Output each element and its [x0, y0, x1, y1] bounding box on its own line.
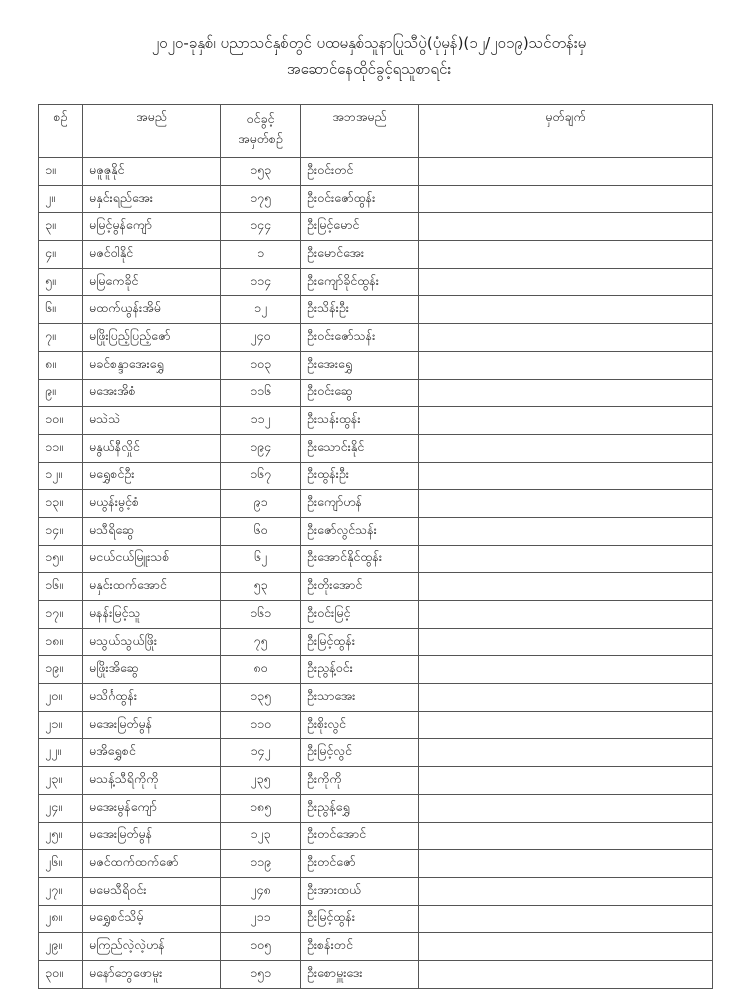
student-name-cell: မသိင်္ဂထွန်း [83, 684, 221, 712]
serial-no-cell: ၅။ [39, 268, 83, 296]
table-row [39, 684, 713, 712]
remarks-cell [419, 601, 713, 629]
student-name-cell: မဇင်ထက်ထက်ဇော် [83, 850, 221, 878]
remarks-cell [419, 573, 713, 601]
table-row [39, 351, 713, 379]
father-name-cell: ဦးစိုးလွင် [301, 711, 419, 739]
student-name-cell: မရွှေစင်ဦး [83, 462, 221, 490]
table-row [39, 822, 713, 850]
registration-no-cell: ၁၂ [221, 296, 301, 324]
father-name-cell: ဦးဇော်လွင်သန်း [301, 517, 419, 545]
father-name-cell: ဦးသန်းထွန်း [301, 407, 419, 435]
remarks-cell [419, 905, 713, 933]
student-name-cell: မသဲသဲ [83, 407, 221, 435]
serial-no-cell: ၁၈။ [39, 628, 83, 656]
serial-no-cell: ၂၃။ [39, 767, 83, 795]
serial-no-cell: ၁၆။ [39, 573, 83, 601]
remarks-cell [419, 545, 713, 573]
student-name-cell: မအိရွှေစင် [83, 739, 221, 767]
serial-no-cell: ၉။ [39, 379, 83, 407]
registration-no-cell: ၇၅ [221, 628, 301, 656]
remarks-cell [419, 711, 713, 739]
registration-no-cell: ၁၆၇ [221, 462, 301, 490]
registration-no-cell: ၁၇၅ [221, 185, 301, 213]
student-name-cell: မနော်ဘွေဖောမူး [83, 960, 221, 988]
registration-no-cell: ၁၁၀ [221, 711, 301, 739]
serial-no-cell: ၁၃။ [39, 490, 83, 518]
remarks-cell [419, 462, 713, 490]
serial-no-cell: ၂။ [39, 185, 83, 213]
father-name-cell: ဦးဝင်းတင် [301, 158, 419, 186]
serial-no-cell: ၁၅။ [39, 545, 83, 573]
serial-no-cell: ၂၅။ [39, 822, 83, 850]
serial-no-cell: ၁၄။ [39, 517, 83, 545]
registration-no-cell: ၁၆၁ [221, 601, 301, 629]
father-name-cell: ဦးကိုကို [301, 767, 419, 795]
student-name-cell: မနန်းမြင့်သူ [83, 601, 221, 629]
serial-no-cell: ၂၈။ [39, 905, 83, 933]
table-body [39, 158, 713, 989]
student-name-cell: မထက်ယွန်းအိမ် [83, 296, 221, 324]
student-name-cell: မဇူဇူနိုင် [83, 158, 221, 186]
table-row [39, 933, 713, 961]
registration-no-cell: ၁ [221, 241, 301, 269]
table-row [39, 877, 713, 905]
remarks-cell [419, 407, 713, 435]
student-name-cell: မငယ်ငယ်မြူးသစ် [83, 545, 221, 573]
table-row [39, 739, 713, 767]
registration-no-cell: ၉၁ [221, 490, 301, 518]
father-name-cell: ဦးတိုးအောင် [301, 573, 419, 601]
father-name-cell: ဦးစန်းတင် [301, 933, 419, 961]
header-reg-line-1: ဝင်ခွင့် [246, 111, 275, 126]
remarks-cell [419, 517, 713, 545]
registration-no-cell: ၁၄၄ [221, 213, 301, 241]
registration-no-cell: ၆၂ [221, 545, 301, 573]
student-name-cell: မအေးအိစံ [83, 379, 221, 407]
serial-no-cell: ၂၉။ [39, 933, 83, 961]
father-name-cell: ဦးတင်ဇော် [301, 850, 419, 878]
remarks-cell [419, 268, 713, 296]
remarks-cell [419, 656, 713, 684]
header-registration-no [221, 105, 301, 158]
registration-no-cell: ၆၀ [221, 517, 301, 545]
student-name-cell: မမေသီရိဝင်း [83, 877, 221, 905]
table-row [39, 241, 713, 269]
header-remarks: မှတ်ချက် [419, 105, 713, 158]
registration-no-cell: ၈၀ [221, 656, 301, 684]
registration-no-cell: ၁၁၆ [221, 379, 301, 407]
table-row [39, 158, 713, 186]
serial-no-cell: ၂၇။ [39, 877, 83, 905]
registration-no-cell: ၁၁၄ [221, 268, 301, 296]
remarks-cell [419, 213, 713, 241]
remarks-cell [419, 241, 713, 269]
table-row [39, 296, 713, 324]
serial-no-cell: ၂၂။ [39, 739, 83, 767]
serial-no-cell: ၇။ [39, 324, 83, 352]
father-name-cell: ဦးမြင့်မောင် [301, 213, 419, 241]
father-name-cell: ဦးသိန်းဦး [301, 296, 419, 324]
registration-no-cell: ၁၁၉ [221, 850, 301, 878]
father-name-cell: ဦးတင်အောင် [301, 822, 419, 850]
serial-no-cell: ၃၀။ [39, 960, 83, 988]
serial-no-cell: ၂၆။ [39, 850, 83, 878]
student-name-cell: မမြင့်မွန်ကျော် [83, 213, 221, 241]
serial-no-cell: ၃။ [39, 213, 83, 241]
table-row [39, 185, 713, 213]
registration-no-cell: ၁၀၅ [221, 933, 301, 961]
remarks-cell [419, 850, 713, 878]
remarks-cell [419, 877, 713, 905]
student-name-cell: မအေးမြတ်မွန် [83, 711, 221, 739]
table-row [39, 656, 713, 684]
table-row [39, 517, 713, 545]
father-name-cell: ဦးမြင့်လွင် [301, 739, 419, 767]
student-name-cell: မသွယ်သွယ်ဖြိုး [83, 628, 221, 656]
table-row [39, 794, 713, 822]
father-name-cell: ဦးညွန့်ဝင်း [301, 656, 419, 684]
header-reg-line-2: အမှတ်စဉ် [238, 131, 283, 146]
father-name-cell: ဦးဝင်းမြင့် [301, 601, 419, 629]
registration-no-cell: ၅၃ [221, 573, 301, 601]
document-title [30, 30, 708, 82]
remarks-cell [419, 933, 713, 961]
father-name-cell: ဦးသာအေး [301, 684, 419, 712]
remarks-cell [419, 379, 713, 407]
student-name-cell: မဖြိုးအိဆွေ [83, 656, 221, 684]
serial-no-cell: ၂၀။ [39, 684, 83, 712]
remarks-cell [419, 794, 713, 822]
hostel-roster-table [38, 104, 713, 989]
table-row [39, 628, 713, 656]
registration-no-cell: ၁၂၃ [221, 822, 301, 850]
student-name-cell: မအေးမြတ်မွန် [83, 822, 221, 850]
registration-no-cell: ၁၄၂ [221, 739, 301, 767]
remarks-cell [419, 628, 713, 656]
registration-no-cell: ၁၀၃ [221, 351, 301, 379]
title-line-1: ၂၀၂၀-ခုနှစ်၊ ပညာသင်နှစ်တွင် ပထမနှစ်သူနာပြုသီပွဲ(ပုံမှန်)(၁၂/၂၀၁၉)သင်တန်းမှ [151, 34, 587, 52]
father-name-cell: ဦးအောင်နိုင်ထွန်း [301, 545, 419, 573]
registration-no-cell: ၂၃၅ [221, 767, 301, 795]
table-row [39, 767, 713, 795]
student-name-cell: မဇင်ဝါနိုင် [83, 241, 221, 269]
remarks-cell [419, 767, 713, 795]
serial-no-cell: ၁၁။ [39, 434, 83, 462]
student-name-cell: မအေးမွန်ကျော် [83, 794, 221, 822]
table-row [39, 573, 713, 601]
student-name-cell: မဖြိုးပြည့်ပြည့်ဇော် [83, 324, 221, 352]
serial-no-cell: ၁၂။ [39, 462, 83, 490]
student-name-cell: မကြည်လဲ့လဲ့ဟန် [83, 933, 221, 961]
father-name-cell: ဦးကျော်ခိုင်ထွန်း [301, 268, 419, 296]
remarks-cell [419, 684, 713, 712]
serial-no-cell: ၁၀။ [39, 407, 83, 435]
table-row [39, 960, 713, 988]
registration-no-cell: ၁၅၃ [221, 158, 301, 186]
serial-no-cell: ၁၉။ [39, 656, 83, 684]
registration-no-cell: ၁၉၄ [221, 434, 301, 462]
table-row [39, 490, 713, 518]
table-row [39, 379, 713, 407]
serial-no-cell: ၈။ [39, 351, 83, 379]
serial-no-cell: ၂၁။ [39, 711, 83, 739]
header-name: အမည် [83, 105, 221, 158]
registration-no-cell: ၂၄၈ [221, 877, 301, 905]
table-row [39, 601, 713, 629]
table-row [39, 462, 713, 490]
table-row [39, 905, 713, 933]
father-name-cell: ဦးဝင်းဆွေ [301, 379, 419, 407]
table-row [39, 268, 713, 296]
remarks-cell [419, 960, 713, 988]
student-name-cell: မနွယ်နီလှိုင် [83, 434, 221, 462]
title-line-2: အဆောင်နေထိုင်ခွင့်ရသူစာရင်း [286, 60, 452, 78]
remarks-cell [419, 185, 713, 213]
student-name-cell: မခင်စန္ဒာအေးရွှေ [83, 351, 221, 379]
registration-no-cell: ၁၅၁ [221, 960, 301, 988]
father-name-cell: ဦးဝင်းဇော်သန်း [301, 324, 419, 352]
father-name-cell: ဦးအားထယ် [301, 877, 419, 905]
student-name-cell: မနှင်းရည်အေး [83, 185, 221, 213]
father-name-cell: ဦးထွန်းဦး [301, 462, 419, 490]
header-father-name: အဘအမည် [301, 105, 419, 158]
table-row [39, 213, 713, 241]
table-header-row [39, 105, 713, 158]
registration-no-cell: ၂၄၀ [221, 324, 301, 352]
header-serial-no: စဉ် [39, 105, 83, 158]
father-name-cell: ဦးအေးရွှေ [301, 351, 419, 379]
serial-no-cell: ၁။ [39, 158, 83, 186]
father-name-cell: ဦးညွန့်ရွှေ [301, 794, 419, 822]
father-name-cell: ဦးဝင်းဇော်ထွန်း [301, 185, 419, 213]
serial-no-cell: ၆။ [39, 296, 83, 324]
father-name-cell: ဦးသောင်းနိုင် [301, 434, 419, 462]
table-row [39, 407, 713, 435]
remarks-cell [419, 739, 713, 767]
student-name-cell: မရွှေစင်သိမ့် [83, 905, 221, 933]
student-name-cell: မသီရိဆွေ [83, 517, 221, 545]
registration-no-cell: ၁၈၅ [221, 794, 301, 822]
student-name-cell: မနှင်းထက်အောင် [83, 573, 221, 601]
remarks-cell [419, 158, 713, 186]
student-name-cell: မမြကေခိုင် [83, 268, 221, 296]
remarks-cell [419, 351, 713, 379]
registration-no-cell: ၂၁၁ [221, 905, 301, 933]
registration-no-cell: ၁၃၅ [221, 684, 301, 712]
remarks-cell [419, 296, 713, 324]
student-name-cell: မယွန်းမွင့်စံ [83, 490, 221, 518]
father-name-cell: ဦးမောင်အေး [301, 241, 419, 269]
table-row [39, 711, 713, 739]
father-name-cell: ဦးကျော်ဟန် [301, 490, 419, 518]
remarks-cell [419, 434, 713, 462]
remarks-cell [419, 490, 713, 518]
student-name-cell: မသန့်သီရိကိုကို [83, 767, 221, 795]
serial-no-cell: ၂၄။ [39, 794, 83, 822]
serial-no-cell: ၁၇။ [39, 601, 83, 629]
table-row [39, 545, 713, 573]
serial-no-cell: ၄။ [39, 241, 83, 269]
father-name-cell: ဦးမြင့်ထွန်း [301, 905, 419, 933]
table-row [39, 324, 713, 352]
father-name-cell: ဦးစောမှူးဒေး [301, 960, 419, 988]
registration-no-cell: ၁၁၂ [221, 407, 301, 435]
table-row [39, 850, 713, 878]
father-name-cell: ဦးမြင့်ထွန်း [301, 628, 419, 656]
table-row [39, 434, 713, 462]
remarks-cell [419, 324, 713, 352]
remarks-cell [419, 822, 713, 850]
